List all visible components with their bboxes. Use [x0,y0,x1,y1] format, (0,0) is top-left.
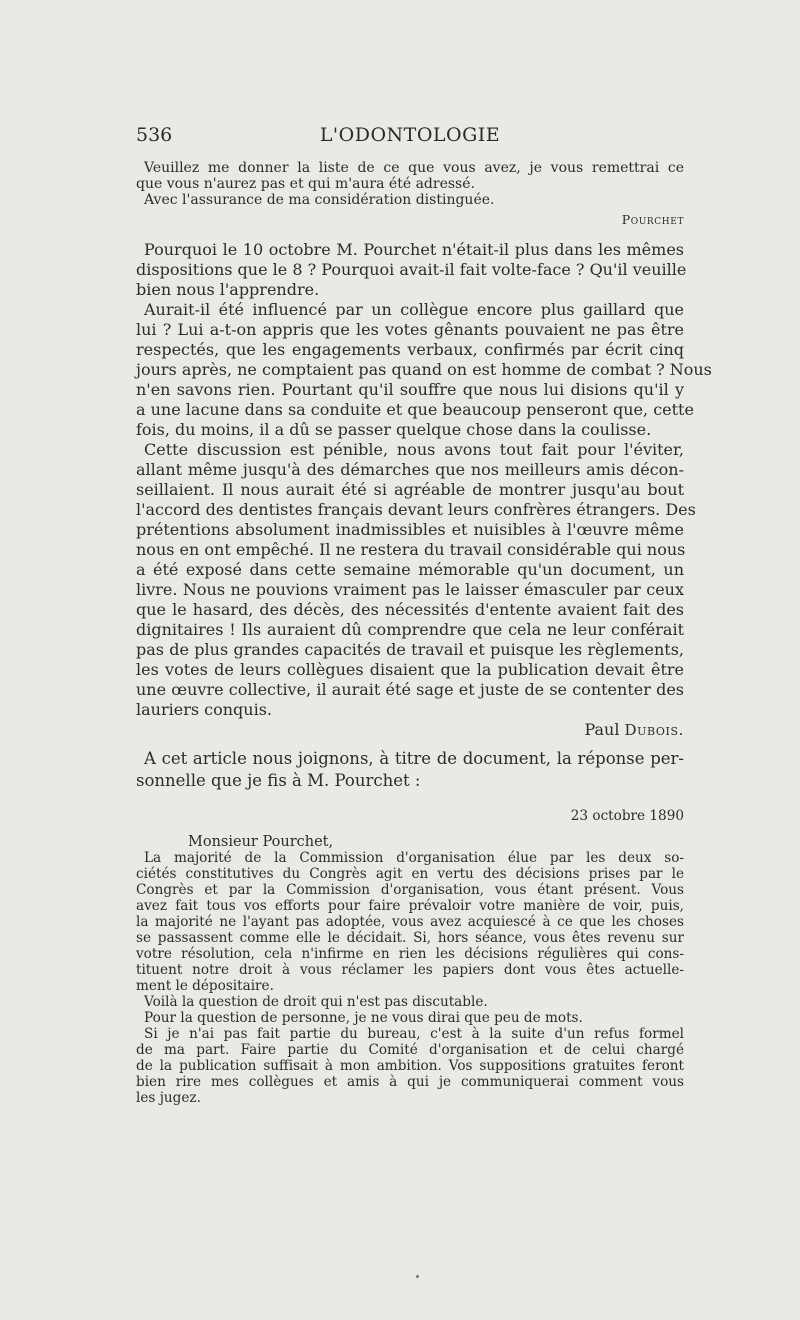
text-line: la majorité ne l'ayant pas adoptée, vous avez acquiescé à ce que les choses [136,914,684,930]
text-line: les jugez. [136,1090,201,1106]
text-line: que le hasard, des décès, des nécessités d'entente avaient fait des [136,600,684,619]
text-line: A cet article nous joignons, à titre de document, la réponse per- [144,749,684,768]
paragraph [136,300,712,440]
text-line: dispositions que le 8 ? Pourquoi avait-il fait volte-face ? Qu'il veuille [136,260,687,279]
text-line: prétentions absolument inadmissibles et nuisibles à l'œuvre même [136,520,684,539]
text-line: Cette discussion est pénible, nous avons tout fait pour l'éviter, [144,440,684,459]
text-line: Congrès et par la Commission d'organisation, vous étant présent. Vous [136,882,684,898]
text-line: lui ? Lui a-t-on appris que les votes gênants pouvaient ne pas être [136,320,684,339]
letter-salutation: Monsieur Pourchet, [188,834,334,850]
reply-letter [136,808,684,1106]
text-line: une œuvre collective, il aurait été sage et juste de se contenter des [136,680,684,699]
text-line: de ma part. Faire partie du Comité d'organisation et de celui chargé [136,1042,684,1058]
text-line: jours après, ne comptaient pas quand on est homme de combat ? Nous [136,360,712,379]
text-line: Pour la question de personne, je ne vous dirai que peu de mots. [144,1010,583,1026]
page-number: 536 [136,124,173,146]
text-line: Si je n'ai pas fait partie du bureau, c'est à la suite d'un refus formel [144,1026,684,1042]
text-line: Aurait-il été influencé par un collègue encore plus gaillard que [144,300,684,319]
signature-first-name: Paul [584,720,620,739]
text-line: bien nous l'apprendre. [136,280,320,299]
text-line: avez fait tous vos efforts pour faire prévaloir votre manière de voir, puis, [136,898,684,914]
text-line: Voilà la question de droit qui n'est pas discutable. [144,994,488,1010]
text-line: livre. Nous ne pouvions vraiment pas le laisser émasculer par ceux [136,580,684,599]
text-line: respectés, que les engagements verbaux, confirmés par écrit cinq [136,340,684,359]
text-line: nous en ont empêché. Il ne restera du travail considérable qui nous [136,540,686,559]
text-line: de la publication suffisait à mon ambition. Vos suppositions gratuites feront [136,1058,684,1074]
article-signature [136,720,684,740]
text-line: bien rire mes collègues et amis à qui je communiquerai comment vous [136,1074,684,1090]
text-line: votre résolution, cela n'infirme en rien les décisions régulières qui cons- [136,946,684,962]
letter-excerpt [136,160,684,228]
text-line: fois, du moins, il a dû se passer quelque chose dans la coulisse. [136,420,652,439]
text-line: seillaient. Il nous aurait été si agréable de montrer jusqu'au bout [136,480,684,499]
letter-signature: Pourchet [621,212,684,227]
text-line: les votes de leurs collègues disaient que la publication devait être [136,660,684,679]
page-header [136,124,684,154]
text-line: l'accord des dentistes français devant leurs confrères étrangers. Des [136,500,696,519]
text-line: tituent notre droit à vous réclamer les papiers dont vous êtes actuelle- [136,962,684,978]
text-line: dignitaires ! Ils auraient dû comprendre que cela ne leur conférait [136,620,684,639]
page-body [136,160,712,1106]
text-line: sonnelle que je fis à M. Pourchet : [136,771,421,790]
text-line: lauriers conquis. [136,700,272,719]
text-line: Veuillez me donner la liste de ce que vous avez, je vous remettrai ce [144,160,684,176]
letter-date: 23 octobre 1890 [570,808,684,824]
text-line: Pourquoi le 10 octobre M. Pourchet n'était-il plus dans les mêmes [144,240,684,259]
text-line: a une lacune dans sa conduite et que beaucoup penseront que, cette [136,400,694,419]
text-line: allant même jusqu'à des démarches que nos meilleurs amis décon- [136,460,684,479]
intro-paragraph [136,748,684,792]
paragraph [136,994,684,1010]
text-line: La majorité de la Commission d'organisation élue par les deux so- [144,850,684,866]
paragraph [136,240,687,300]
text-line: pas de plus grandes capacités de travail et puisque les règlements, [136,640,684,659]
text-line: que vous n'aurez pas et qui m'aura été adressé. [136,176,475,192]
signature-last-name: Dubois. [624,721,684,739]
paragraph [136,850,684,994]
article-text [136,240,712,792]
print-speck [416,1275,419,1278]
text-line: Avec l'assurance de ma considération distinguée. [144,192,495,208]
paragraph [136,440,696,720]
text-line: ciétés constitutives du Congrès agit en vertu des décisions prises par le [136,866,684,882]
text-line: ment le dépositaire. [136,978,274,994]
paragraph [136,1026,684,1106]
text-line: n'en savons rien. Pourtant qu'il souffre que nous lui disions qu'il y [136,380,684,399]
paragraph [136,1010,684,1026]
text-line: se passassent comme elle le décidait. Si, hors séance, vous êtes revenu sur [136,930,684,946]
text-line: a été exposé dans cette semaine mémorable qu'un document, un [136,560,684,579]
running-title: L'ODONTOLOGIE [319,124,501,146]
